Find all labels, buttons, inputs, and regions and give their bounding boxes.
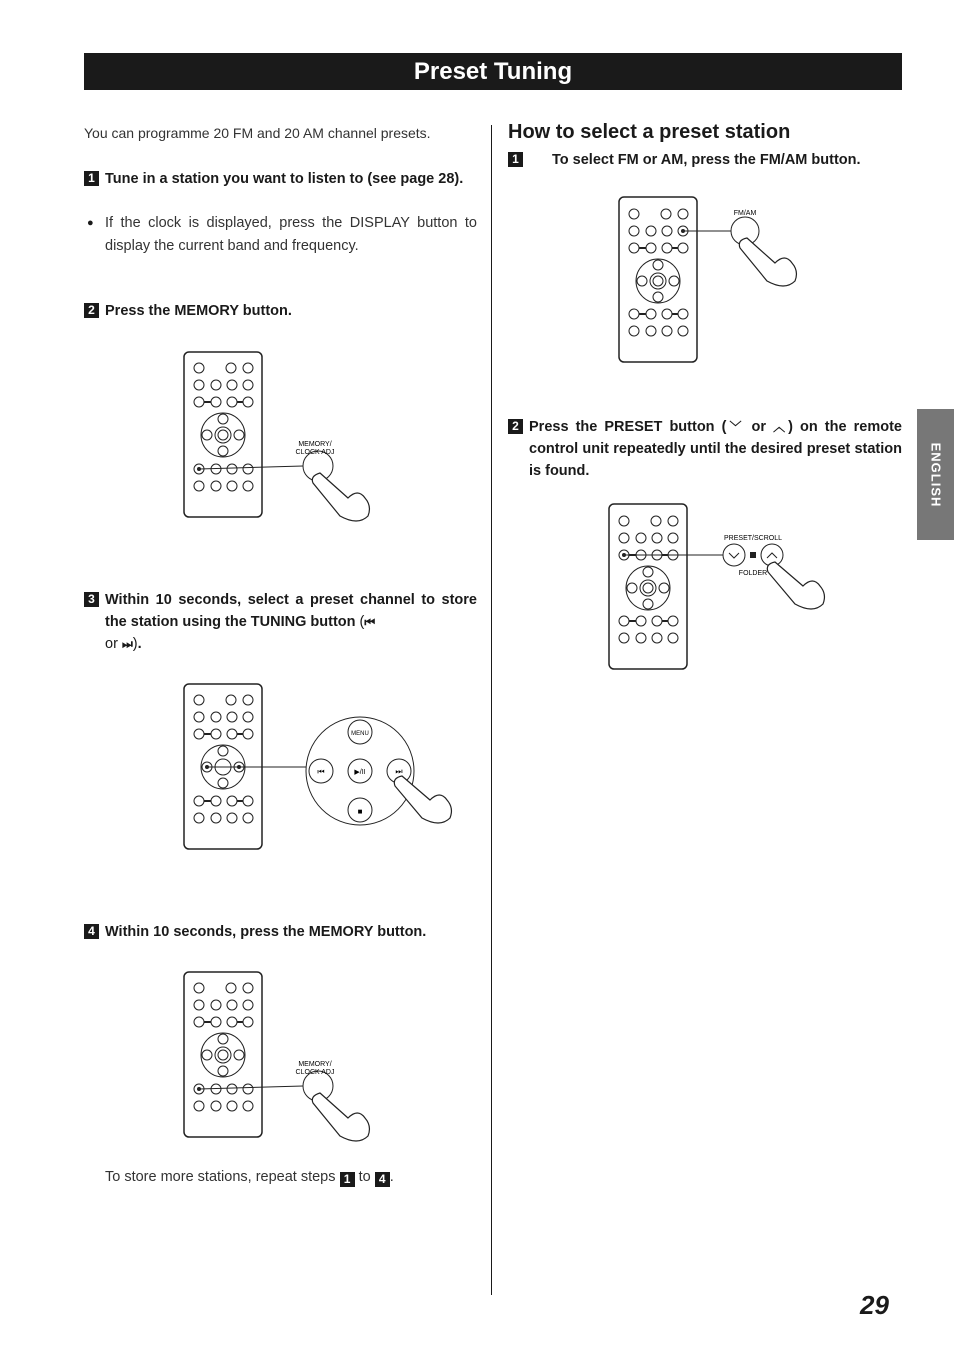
right-step-2-or: or [751,419,767,435]
remote-control-illustration-memory [180,348,380,523]
step-2-text: Press the MEMORY button. [105,303,292,319]
step-4-number: 4 [84,924,99,939]
skip-back-icon: ⏮ [364,615,376,629]
remote-control-illustration-preset [605,500,835,675]
right-step-1-text: To select FM or AM, press the FM/AM button. [552,152,861,168]
right-step-2-text-b: ) on the remote control unit repeatedly until the desired preset station is found. [529,419,902,479]
callout-memory-2-line2: CLOCK ADJ [295,1069,335,1076]
pointing-hand-icon [394,776,451,823]
step-3-number: 3 [84,592,99,607]
step-1-text: Tune in a station you want to listen to (see page 28). [105,171,464,187]
callout-preset-scroll: PRESET/SCROLL [724,535,782,542]
remote-control-illustration-fmam [615,193,815,368]
callout-folder: FOLDER [738,570,768,577]
step-1-number: 1 [84,171,99,186]
remote-control-illustration-tuning [180,680,460,855]
repeat-note-to: to [358,1169,371,1185]
remote-control-illustration-memory-2 [180,968,380,1143]
wheel-skip-forward-icon: ⏭ [395,767,403,776]
repeat-step-to: 4 [375,1172,390,1187]
callout-fmam: FM/AM [733,210,757,217]
right-step-2-text-a: Press the PRESET button ( [529,419,727,435]
chevron-down-icon: ﹀ [726,420,745,434]
callout-memory-2-line1: MEMORY/ [298,1061,332,1068]
repeat-note-prefix: To store more stations, repeat steps [105,1169,336,1185]
right-step-1-number: 1 [508,152,523,167]
page-title: Preset Tuning [84,53,902,90]
pointing-hand-icon [739,238,796,286]
wheel-skip-back-icon: ⏮ [317,767,325,776]
step-3-text-main: Within 10 seconds, select a preset channel to store the station using the TUNING button [105,592,477,630]
wheel-stop-icon: ■ [357,807,363,816]
wheel-play-pause-label: ▶/II [354,769,366,776]
column-divider [491,125,492,1295]
repeat-note [105,1166,477,1189]
step-1-bullet-text: If the clock is displayed, press the DISPLAY button to display the current band and frequency. [105,215,477,254]
bullet-icon: ● [87,217,94,229]
repeat-step-from: 1 [340,1172,355,1187]
wheel-menu-label: MENU [351,731,369,737]
callout-memory-line1: MEMORY/ [298,441,332,448]
page-number: 29 [860,1290,889,1320]
step-2-number: 2 [84,303,99,318]
language-tab [917,409,954,540]
skip-forward-icon: ⏭ [121,637,133,651]
intro-text: You can programme 20 FM and 20 AM channel presets. [84,125,431,141]
step-3-or: or [105,636,118,652]
chevron-up-icon: ︿ [773,420,789,434]
right-step-2-text [529,416,902,482]
repeat-note-suffix: . [389,1169,394,1185]
pointing-hand-icon [312,1093,369,1141]
language-tab-label: ENGLISH [928,442,943,507]
step-4-text: Within 10 seconds, press the MEMORY button. [105,924,427,940]
chevron-down-icon [729,553,739,558]
step-3-text: Within 10 seconds, select a preset channel to store the station using the TUNING button (⏮ or ⏭). [105,592,477,652]
pointing-hand-icon [767,562,824,609]
chevron-up-icon [767,553,777,558]
section-title: How to select a preset station [508,121,791,143]
pointing-hand-icon [312,473,369,521]
callout-memory-line2: CLOCK ADJ [295,449,335,456]
right-step-2-number: 2 [508,419,523,434]
